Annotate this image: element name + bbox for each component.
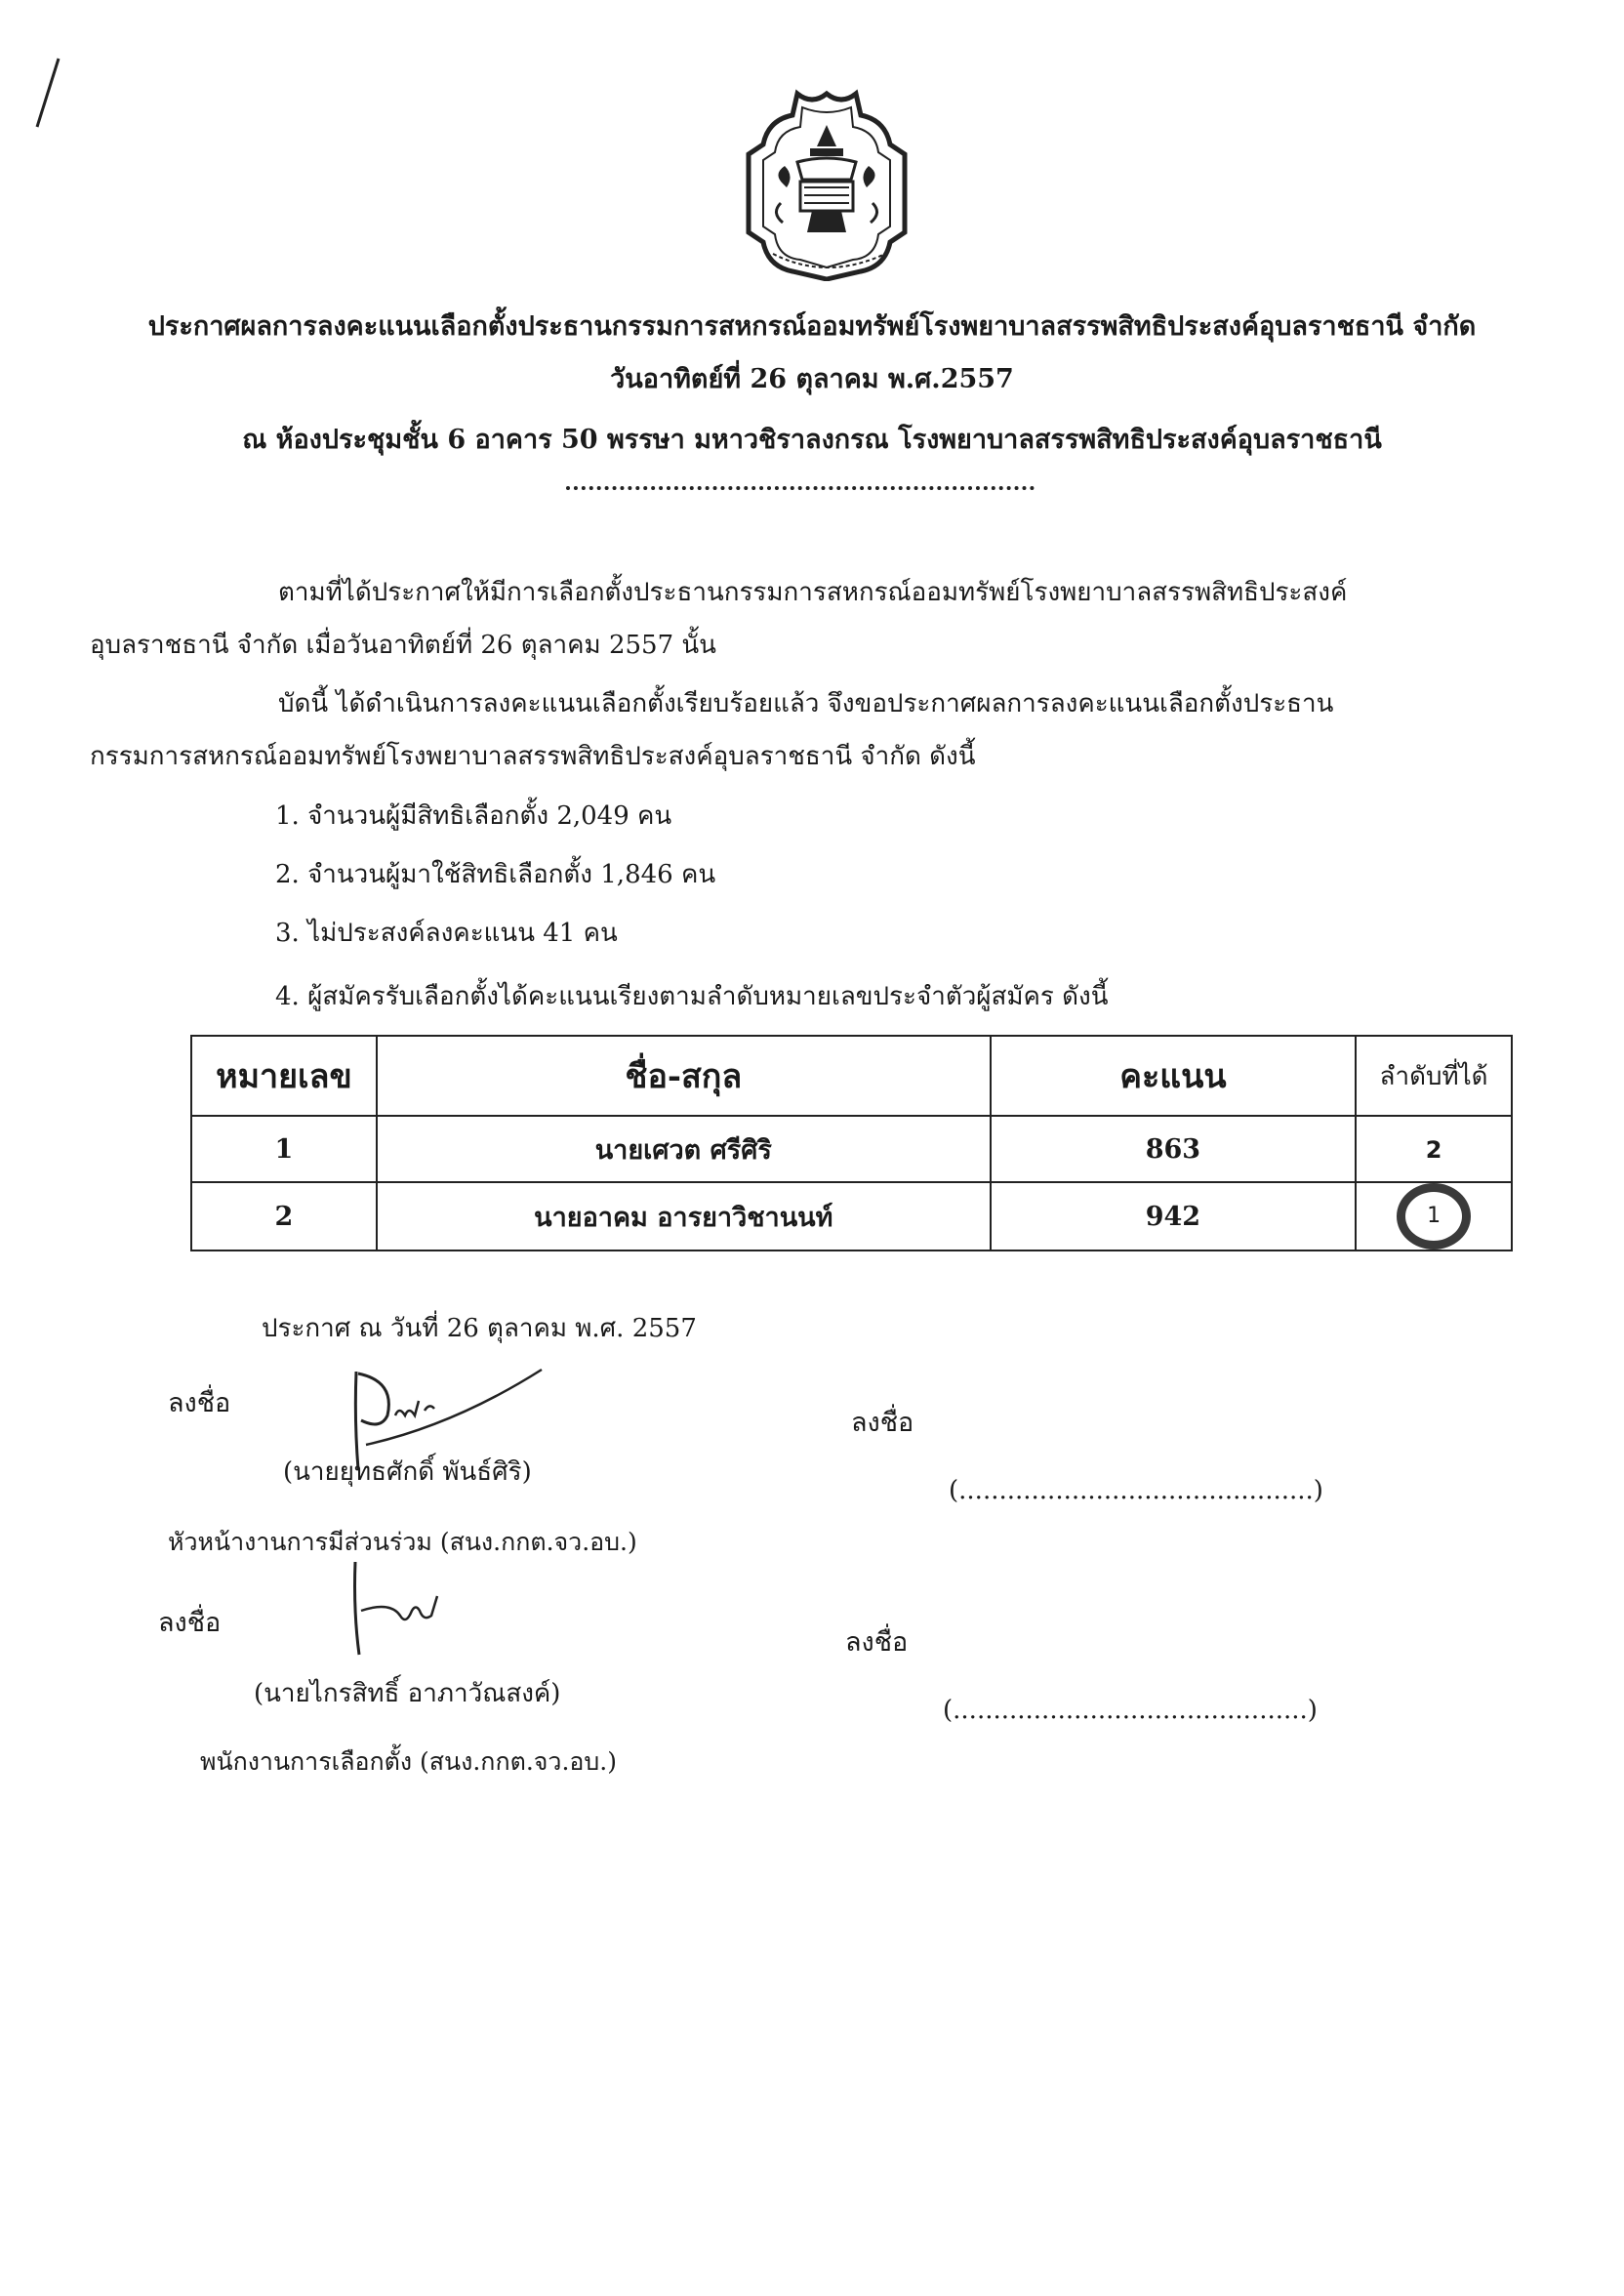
pen-stroke-mark [29,54,68,132]
header-rank-label: ลำดับที่ได้ [1379,1061,1488,1091]
cell-name: นายอาคม อารยาวิชานนท์ [377,1182,991,1250]
rank-circled: 1 [1397,1183,1471,1250]
header-number: หมายเลข [191,1036,377,1116]
paragraph-2-line-2: กรรมการสหกรณ์ออมทรัพย์โรงพยาบาลสรรพสิทธิประสงค์อุบลราชธานี จำกัด ดังนี้ [90,742,976,771]
cell-rank [1356,1182,1512,1250]
cell-number: 1 [191,1116,377,1182]
cell-number: 2 [191,1182,377,1250]
paragraph-2-line-1: บัดนี้ ได้ดำเนินการลงคะแนนเลือกตั้งเรียบร้อยแล้ว จึงขอประกาศผลการลงคะแนนเลือกตั้งประธาน [278,689,1334,718]
list-item: 1. จำนวนผู้มีสิทธิเลือกตั้ง 2,049 คน [275,801,672,831]
signer-left-1-role: หัวหน้างานการมีส่วนร่วม (สนง.กกต.จว.อบ.) [168,1528,637,1556]
cell-score: 942 [991,1182,1356,1250]
list-item: 3. ไม่ประสงค์ลงคะแนน 41 คน [275,919,618,948]
title-line-2: วันอาทิตย์ที่ 26 ตุลาคม พ.ศ.2557 [610,364,1014,394]
signer-left-1-name: (นายยุทธศักดิ์ พันธ์ศิริ) [283,1457,532,1487]
title-line-3: ณ ห้องประชุมชั้น 6 อาคาร 50 พรรษา มหาวชิราลงกรณ โรงพยาบาลสรรพสิทธิประสงค์อุบลราชธานี [242,425,1382,455]
title-line-1: ประกาศผลการลงคะแนนเลือกตั้งประธานกรรมการสหกรณ์ออมทรัพย์โรงพยาบาลสรรพสิทธิประสงค์อุบลราชธานี จำกัด [147,311,1477,342]
paragraph-1-line-1: ตามที่ได้ประกาศให้มีการเลือกตั้งประธานกรรมการสหกรณ์ออมทรัพย์โรงพยาบาลสรรพสิทธิประสงค์ [278,578,1348,607]
election-commission-emblem [705,86,949,281]
signer-left-2-name: (นายไกรสิทธิ์ อาภาวัณสงค์) [254,1679,561,1708]
signature-left-2 [342,1557,517,1664]
sign-label-left-2: ลงชื่อ [158,1608,222,1638]
header-name: ชื่อ-สกุล [377,1036,991,1116]
announcement-date: ประกาศ ณ วันที่ 26 ตุลาคม พ.ศ. 2557 [262,1314,697,1343]
signer-left-2-role: พนักงานการเลือกตั้ง (สนง.กกต.จว.อบ.) [200,1747,617,1776]
sign-label-left-1: ลงชื่อ [168,1388,231,1418]
header-rank [1356,1036,1512,1116]
results-table [190,1035,1513,1251]
header-score: คะแนน [991,1036,1356,1116]
cell-rank [1356,1116,1512,1182]
list-item: 4. ผู้สมัครรับเลือกตั้งได้คะแนนเรียงตามลำดับหมายเลขประจำตัวผู้สมัคร ดังนี้ [275,982,1109,1011]
table-header-row [191,1036,1512,1116]
sign-label-right-2: ลงชื่อ [845,1627,909,1658]
signer-right-1-blank: (............................................) [949,1476,1323,1505]
cell-score: 863 [991,1116,1356,1182]
table-row [191,1182,1512,1250]
sign-label-right-1: ลงชื่อ [851,1408,914,1438]
list-item: 2. จำนวนผู้มาใช้สิทธิเลือกตั้ง 1,846 คน [275,860,716,889]
rank-handwritten: 2 [1425,1135,1442,1164]
paragraph-1-line-2: อุบลราชธานี จำกัด เมื่อวันอาทิตย์ที่ 26 ตุลาคม 2557 นั้น [90,631,716,660]
table-row [191,1116,1512,1182]
separator-dotted-line [566,486,1035,490]
signer-right-2-blank: (............................................) [943,1696,1318,1725]
cell-name: นายเศวต ศรีศิริ [377,1116,991,1182]
